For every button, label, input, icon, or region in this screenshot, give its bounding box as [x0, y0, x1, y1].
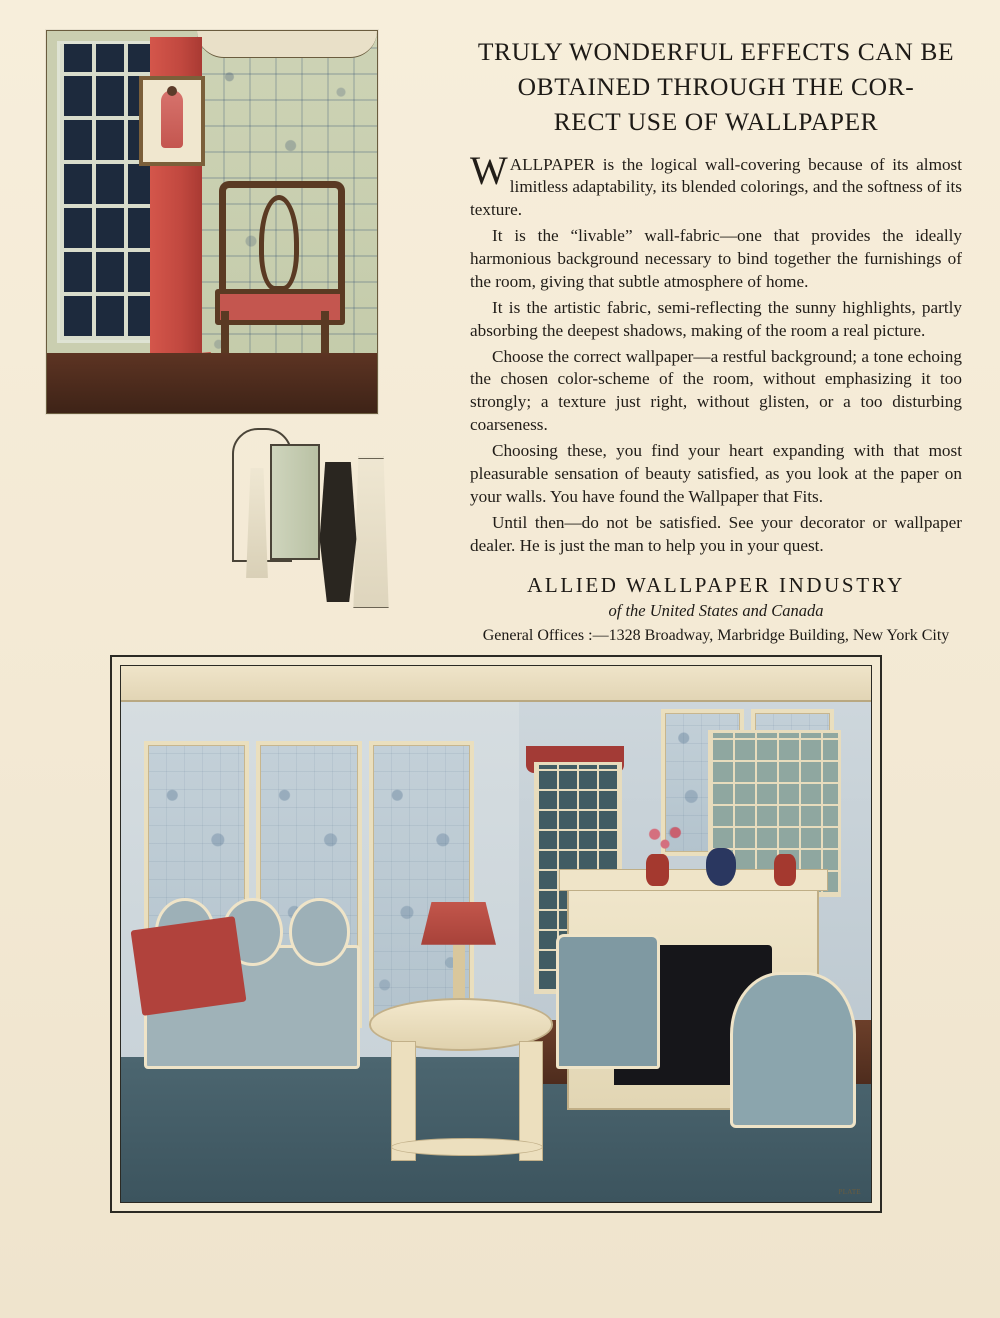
drop-cap: W: [470, 147, 508, 193]
lamp-shade: [421, 902, 496, 945]
paragraph-1-text: ALLPAPER is the logical wall-covering because of its almost limitless adaptability, its blended colorings, and the softness of its texture.: [470, 154, 962, 220]
paragraph-3: It is the artistic fabric, semi-reflecting the sunny highlights, partly absorbing the deepest shadows, making of the room a real picture.: [470, 297, 962, 340]
bottom-color-plate: [110, 655, 882, 1213]
headline-line-1: TRULY WONDERFUL EFFECTS CAN BE: [477, 37, 955, 66]
picture-figure: [161, 90, 183, 148]
medallion-chair: [730, 972, 856, 1128]
company-subtitle: of the United States and Canada: [608, 601, 824, 621]
cornice-molding: [121, 666, 871, 702]
headline-line-2: OBTAINED THROUGH THE COR-: [517, 72, 915, 102]
red-vase-right: [774, 854, 797, 886]
red-vase-left: [646, 854, 669, 886]
paragraph-4: Choose the correct wallpaper—a restful background; a tone echoing the chosen color-scheme of the room, without emphasizing it too strongly; a texture just right, without glisten, or a too disturbing coarseness.: [470, 346, 962, 435]
page-title: [470, 34, 962, 140]
arch-top-shape: [197, 31, 377, 58]
picture-figure-head: [167, 86, 177, 96]
plate-credit: PLATE: [838, 1188, 861, 1196]
wing-armchair: [556, 934, 660, 1069]
wallpaper-roll: [270, 444, 320, 560]
body-copy: [470, 147, 962, 558]
paragraph-5: Choosing these, you find your heart expanding with that most pleasurable sensation of beauty satisfied, as you look at the paper on your walls. You have found the Wallpaper that Fits.: [470, 441, 962, 506]
headline-line-3: RECT USE OF WALLPAPER: [553, 107, 879, 137]
lady-figure: [318, 462, 358, 602]
red-throw: [131, 916, 247, 1016]
chair-splat: [259, 195, 299, 291]
paragraph-6: Until then—do not be satisfied. See your decorator or wallpaper dealer. He is just the man to help you in your quest.: [470, 512, 962, 555]
paragraph-1: [470, 147, 962, 223]
top-left-illustration: [46, 30, 378, 414]
drawing-room-illustration: [120, 665, 872, 1203]
flower-arrangement: [639, 821, 692, 853]
company-name: ALLIED WALLPAPER INDUSTRY: [527, 573, 905, 598]
company-address: General Offices :—1328 Broadway, Marbridge Building, New York City: [482, 627, 950, 645]
text-column: [470, 34, 962, 645]
signature-block: [470, 573, 962, 645]
gentleman-hat: [353, 443, 393, 459]
table-stretcher: [391, 1138, 543, 1156]
illustration-floor: [47, 353, 377, 413]
framed-picture: [139, 76, 205, 166]
blue-vase: [706, 848, 736, 886]
gentleman-figure: [350, 456, 392, 608]
settee-medallion-3: [289, 898, 350, 965]
paragraph-2: It is the “livable” wall-fabric—one that provides the ideally harmonious background necessary to bind together the furnishings of the room, giving that subtle atmosphere of home.: [470, 226, 962, 291]
chippendale-chair: [215, 181, 335, 371]
vignette-illustration: [222, 428, 402, 628]
